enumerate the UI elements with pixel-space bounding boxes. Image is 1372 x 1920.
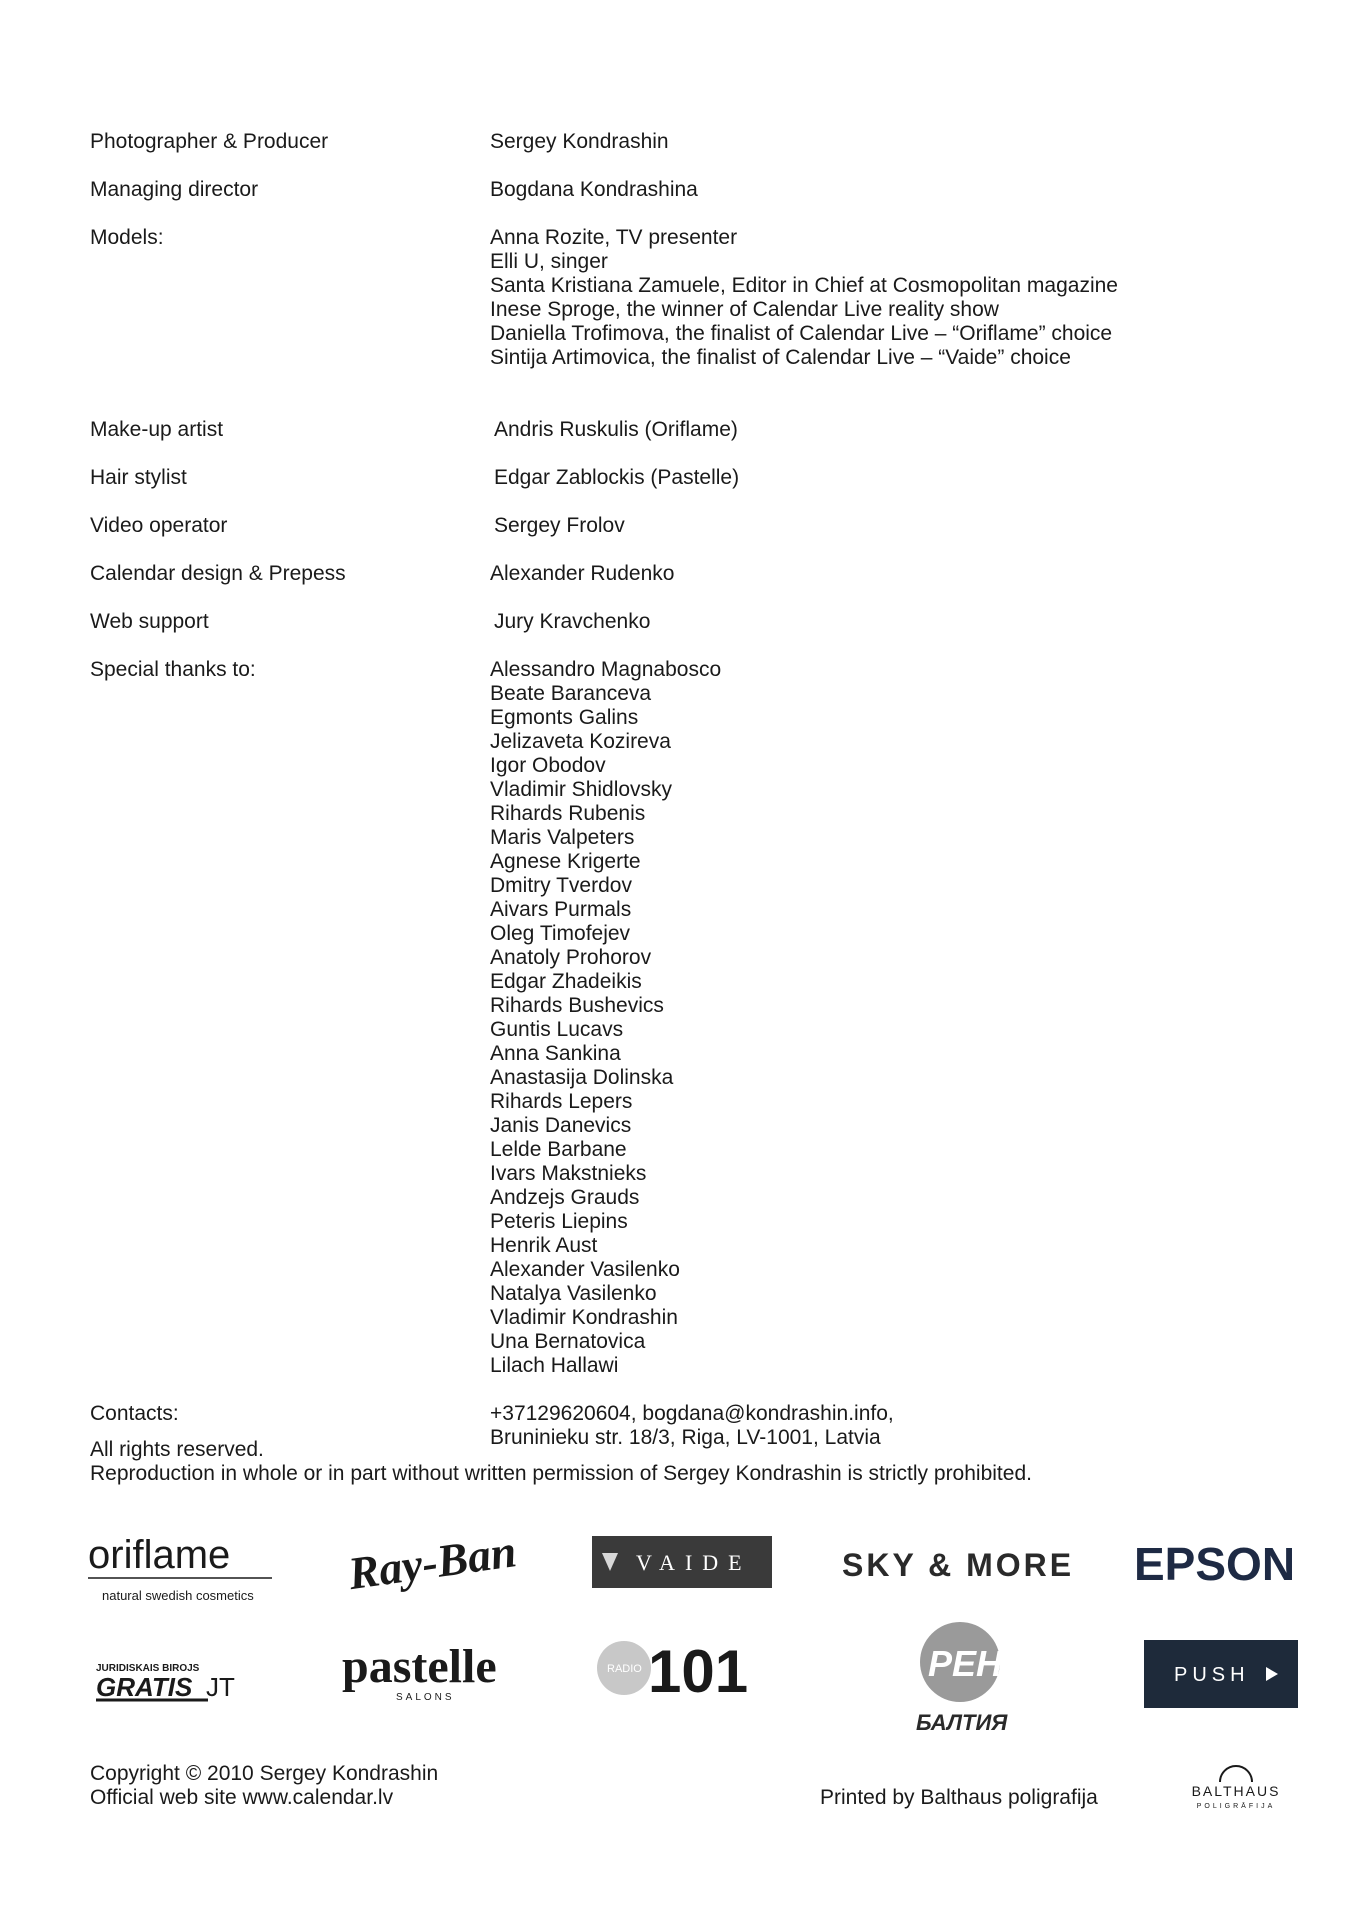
credit-label: Web support [90, 610, 209, 633]
thanks-name: Janis Danevics [490, 1114, 632, 1137]
skymore-logo [840, 1540, 1080, 1588]
gratis-wordmark: GRATIS [96, 1672, 193, 1702]
credit-row-design [90, 562, 1290, 610]
rayban-logo [340, 1518, 520, 1608]
thanks-name: Edgar Zhadeikis [490, 970, 642, 993]
thanks-name: Oleg Timofejev [490, 922, 631, 945]
credit-row-makeup [90, 418, 1290, 466]
thanks-name: Andzejs Grauds [490, 1186, 640, 1209]
thanks-name: Rihards Rubenis [490, 802, 646, 825]
thanks-name: Aivars Purmals [490, 898, 632, 921]
thanks-name: Maris Valpeters [490, 826, 635, 849]
thanks-name: Egmonts Galins [490, 706, 639, 729]
thanks-name: Jelizaveta Kozireva [490, 730, 671, 753]
credit-label: Video operator [90, 514, 228, 537]
contacts-value: +37129620604, bogdana@kondrashin.info, Bruninieku str. 18/3, Riga, LV-1001, Latvia [490, 1402, 894, 1449]
gratis-top-text: JURIDISKAIS BIROJS [96, 1663, 200, 1674]
balthaus-wordmark: BALTHAUS [1191, 1783, 1281, 1799]
credit-label: Managing director [90, 178, 259, 201]
credit-row-photographer [90, 130, 1290, 178]
printed-by-text: Printed by Balthaus poligrafija [820, 1786, 1098, 1809]
thanks-name: Anatoly Prohorov [490, 946, 652, 969]
thanks-name: Anna Sankina [490, 1042, 621, 1065]
thanks-name: Rihards Bushevics [490, 994, 664, 1017]
models-list: Anna Rozite, TV presenter Elli U, singer Santa Kristiana Zamuele, Editor in Chief at Cosmopolitan magazine Inese Sproge, the winner of Calendar Live reality show Daniella Trofimova, the finalist of Calendar Live – “Oriflame” choice Sintija Artimovica, the finalist of Calendar Live – “Vaide” choice [490, 226, 1118, 369]
credit-row-web [90, 610, 1290, 658]
pastelle-logo [340, 1620, 520, 1712]
skymore-wordmark: SKY & MORE [842, 1547, 1075, 1583]
credit-value: Edgar Zablockis (Pastelle) [494, 466, 740, 489]
credit-value: Alexander Rudenko [490, 562, 675, 585]
radio-badge-text: RADIO [607, 1663, 642, 1675]
gratis-logo [92, 1656, 262, 1706]
copyright-text: Copyright © 2010 Sergey Kondrashin Official web site www.calendar.lv [90, 1762, 439, 1809]
thanks-name: Vladimir Kondrashin [490, 1306, 678, 1329]
thanks-list [490, 658, 721, 1402]
credit-row-models [90, 226, 1290, 418]
thanks-name: Una Bernatovica [490, 1330, 646, 1353]
thanks-name: Rihards Lepers [490, 1090, 633, 1113]
credit-row-managing-director [90, 178, 1290, 226]
thanks-name: Natalya Vasilenko [490, 1282, 657, 1305]
credit-label: Hair stylist [90, 466, 187, 489]
thanks-name: Ivars Makstnieks [490, 1162, 647, 1185]
pastelle-sub: SALONS [396, 1692, 455, 1703]
thanks-name: Lilach Hallawi [490, 1354, 619, 1377]
credit-row-video [90, 514, 1290, 562]
credit-label: Photographer & Producer [90, 130, 329, 153]
thanks-name: Igor Obodov [490, 754, 606, 777]
credit-label: Contacts: [90, 1402, 179, 1425]
epson-wordmark: EPSON [1134, 1538, 1296, 1590]
thanks-name: Lelde Barbane [490, 1138, 627, 1161]
rights-notice: All rights reserved. Reproduction in whole or in part without written permission of Sergey Kondrashin is strictly prohibited. [90, 1438, 1032, 1485]
credit-label: Calendar design & Prepess [90, 562, 346, 585]
credit-label: Special thanks to: [90, 658, 256, 681]
oriflame-wordmark: oriflame [88, 1533, 231, 1577]
credit-label: Models: [90, 226, 164, 249]
thanks-name: Alexander Vasilenko [490, 1258, 680, 1281]
vaide-wordmark: VAIDE [636, 1550, 752, 1575]
radio101-logo [596, 1636, 762, 1700]
thanks-name: Henrik Aust [490, 1234, 598, 1257]
thanks-name: Dmitry Tverdov [490, 874, 632, 897]
push-wordmark: PUSH [1174, 1664, 1250, 1686]
vaide-logo [592, 1536, 772, 1588]
ren-baltiya-logo [900, 1620, 1020, 1736]
credit-value: Sergey Frolov [494, 514, 625, 537]
credit-value: Andris Ruskulis (Oriflame) [494, 418, 738, 441]
balthaus-sub: POLIGRĀFIJA [1196, 1803, 1276, 1810]
push-logo [1144, 1640, 1298, 1708]
ren-sub: БАЛТИЯ [916, 1710, 1008, 1735]
balthaus-logo [1168, 1750, 1304, 1814]
thanks-name: Guntis Lucavs [490, 1018, 624, 1041]
epson-logo [1134, 1536, 1304, 1592]
rayban-wordmark: Ray-Ban [345, 1525, 520, 1600]
pastelle-wordmark: pastelle [342, 1640, 497, 1693]
gratis-suffix: JT [206, 1672, 235, 1702]
credit-value: Bogdana Kondrashina [490, 178, 698, 201]
thanks-name: Beate Baranceva [490, 682, 652, 705]
thanks-name: Alessandro Magnabosco [490, 658, 722, 681]
credit-row-thanks [90, 658, 1290, 1402]
ren-wordmark: РЕН [928, 1643, 1003, 1684]
thanks-name: Vladimir Shidlovsky [490, 778, 673, 801]
credit-label: Make-up artist [90, 418, 224, 441]
thanks-name: Agnese Krigerte [490, 850, 641, 873]
credit-value: Sergey Kondrashin [490, 130, 669, 153]
credit-row-hair [90, 466, 1290, 514]
oriflame-logo [88, 1528, 274, 1608]
radio101-wordmark: 101 [648, 1638, 749, 1700]
thanks-name: Peteris Liepins [490, 1210, 628, 1233]
thanks-name: Anastasija Dolinska [490, 1066, 674, 1089]
oriflame-tagline: natural swedish cosmetics [102, 1588, 254, 1603]
credits-list [90, 130, 1290, 1450]
credit-value: Jury Kravchenko [494, 610, 651, 633]
